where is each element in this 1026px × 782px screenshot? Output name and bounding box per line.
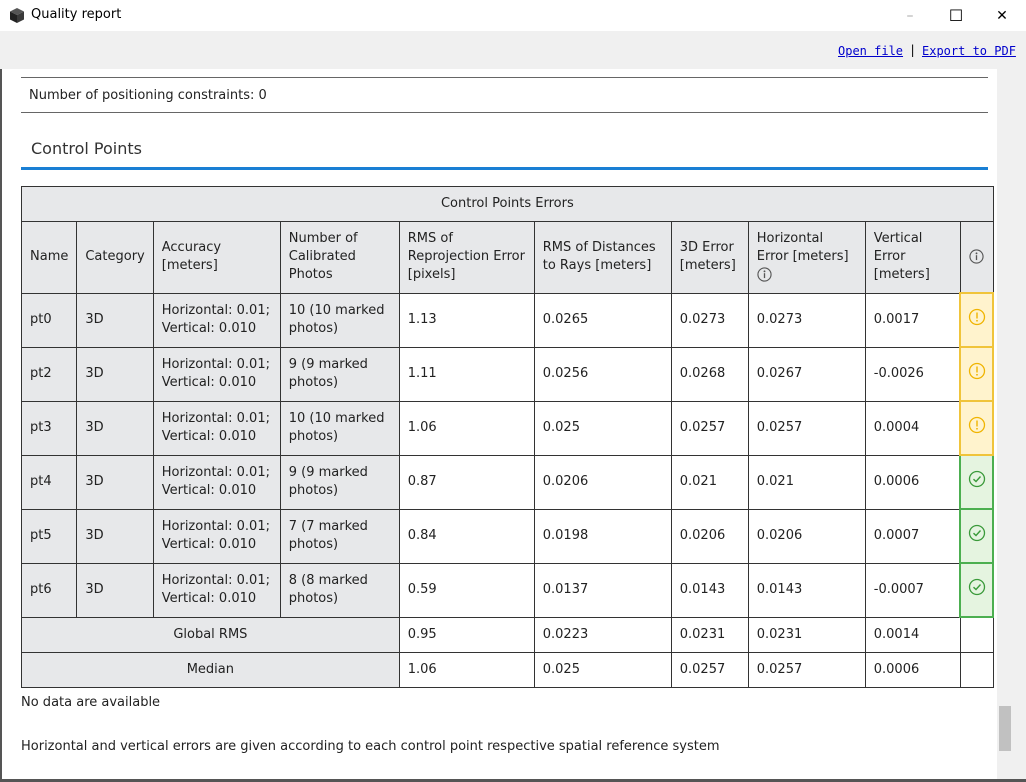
row-category: 3D	[77, 293, 153, 347]
row-photos: 10 (10 marked photos)	[280, 401, 399, 455]
median-3d: 0.0257	[671, 653, 748, 688]
left-border	[0, 69, 2, 782]
header-horizontal-label: Horizontal Error [meters]	[756, 231, 849, 265]
row-accuracy: Horizontal: 0.01; Vertical: 0.010	[153, 293, 280, 347]
link-separator: |	[909, 43, 917, 57]
row-3d-error: 0.0268	[671, 347, 748, 401]
right-panel	[1014, 69, 1026, 782]
warning-icon	[968, 369, 986, 384]
row-category: 3D	[77, 563, 153, 617]
row-vertical-error: -0.0007	[865, 563, 960, 617]
table-caption: Control Points Errors	[22, 187, 994, 222]
row-3d-error: 0.0273	[671, 293, 748, 347]
global-rms-vertical: 0.0014	[865, 617, 960, 653]
scrollbar-thumb[interactable]	[999, 706, 1011, 751]
header-horizontal-error	[748, 222, 865, 294]
row-category: 3D	[77, 401, 153, 455]
row-accuracy: Horizontal: 0.01; Vertical: 0.010	[153, 455, 280, 509]
row-name: pt4	[22, 455, 77, 509]
row-rms-rays: 0.025	[534, 401, 671, 455]
check-circle-icon	[968, 585, 986, 600]
section-title: Control Points	[31, 139, 142, 158]
global-rms-status	[960, 617, 993, 653]
row-rms-reprojection: 0.84	[399, 509, 534, 563]
check-circle-icon	[968, 531, 986, 546]
ok-status-cell	[960, 455, 993, 509]
row-rms-reprojection: 1.13	[399, 293, 534, 347]
app-cube-icon	[10, 8, 24, 23]
global-rms-horizontal: 0.0231	[748, 617, 865, 653]
header-3d-error: 3D Error [meters]	[671, 222, 748, 294]
no-data-text: No data are available	[21, 695, 161, 710]
row-horizontal-error: 0.0267	[748, 347, 865, 401]
ok-status-cell	[960, 563, 993, 617]
row-horizontal-error: 0.0257	[748, 401, 865, 455]
row-accuracy: Horizontal: 0.01; Vertical: 0.010	[153, 347, 280, 401]
row-horizontal-error: 0.0273	[748, 293, 865, 347]
row-accuracy: Horizontal: 0.01; Vertical: 0.010	[153, 401, 280, 455]
constraints-text: Number of positioning constraints: 0	[29, 88, 267, 103]
footnote: Horizontal and vertical errors are given according to each control point respective spatial reference system	[21, 739, 720, 754]
row-3d-error: 0.0143	[671, 563, 748, 617]
table-row	[22, 293, 994, 347]
header-status	[960, 222, 993, 294]
header-rms-rays: RMS of Distances to Rays [meters]	[534, 222, 671, 294]
warning-icon	[968, 423, 986, 438]
section-underline	[21, 167, 988, 170]
row-photos: 9 (9 marked photos)	[280, 455, 399, 509]
row-rms-rays: 0.0198	[534, 509, 671, 563]
row-photos: 10 (10 marked photos)	[280, 293, 399, 347]
header-category: Category	[77, 222, 153, 294]
close-button[interactable]: ✕	[996, 7, 1008, 24]
header-rms-reprojection: RMS of Reprojection Error [pixels]	[399, 222, 534, 294]
row-vertical-error: 0.0004	[865, 401, 960, 455]
scrollbar-track[interactable]	[997, 69, 1014, 782]
minimize-button[interactable]: –	[906, 7, 914, 24]
divider	[21, 112, 988, 113]
table-row	[22, 509, 994, 563]
median-rays: 0.025	[534, 653, 671, 688]
row-rms-reprojection: 1.11	[399, 347, 534, 401]
row-rms-rays: 0.0206	[534, 455, 671, 509]
row-name: pt0	[22, 293, 77, 347]
warning-status-cell	[960, 293, 993, 347]
row-3d-error: 0.0206	[671, 509, 748, 563]
row-3d-error: 0.021	[671, 455, 748, 509]
global-rms-3d: 0.0231	[671, 617, 748, 653]
row-accuracy: Horizontal: 0.01; Vertical: 0.010	[153, 563, 280, 617]
table-row	[22, 455, 994, 509]
window-title: Quality report	[31, 7, 122, 22]
row-rms-reprojection: 0.87	[399, 455, 534, 509]
header-vertical-error: Vertical Error [meters]	[865, 222, 960, 294]
row-vertical-error: 0.0017	[865, 293, 960, 347]
row-vertical-error: 0.0006	[865, 455, 960, 509]
median-reprojection: 1.06	[399, 653, 534, 688]
export-pdf-link[interactable]: Export to PDF	[922, 44, 1016, 58]
warning-status-cell	[960, 347, 993, 401]
row-photos: 9 (9 marked photos)	[280, 347, 399, 401]
global-rms-reprojection: 0.95	[399, 617, 534, 653]
table-row	[22, 563, 994, 617]
row-photos: 7 (7 marked photos)	[280, 509, 399, 563]
row-category: 3D	[77, 347, 153, 401]
row-rms-rays: 0.0137	[534, 563, 671, 617]
median-horizontal: 0.0257	[748, 653, 865, 688]
table-row	[22, 401, 994, 455]
row-name: pt5	[22, 509, 77, 563]
check-circle-icon	[968, 477, 986, 492]
title-bar	[0, 0, 1026, 31]
row-rms-reprojection: 0.59	[399, 563, 534, 617]
median-status	[960, 653, 993, 688]
row-accuracy: Horizontal: 0.01; Vertical: 0.010	[153, 509, 280, 563]
control-points-table	[21, 186, 994, 688]
row-3d-error: 0.0257	[671, 401, 748, 455]
median-label: Median	[22, 653, 400, 688]
table-row	[22, 347, 994, 401]
ok-status-cell	[960, 509, 993, 563]
row-category: 3D	[77, 509, 153, 563]
row-category: 3D	[77, 455, 153, 509]
row-photos: 8 (8 marked photos)	[280, 563, 399, 617]
open-file-link[interactable]: Open file	[838, 44, 904, 58]
row-name: pt2	[22, 347, 77, 401]
median-vertical: 0.0006	[865, 653, 960, 688]
header-accuracy: Accuracy [meters]	[153, 222, 280, 294]
row-rms-rays: 0.0265	[534, 293, 671, 347]
info-icon[interactable]	[969, 249, 984, 264]
header-photos: Number of Calibrated Photos	[280, 222, 399, 294]
info-icon[interactable]	[757, 267, 772, 282]
row-name: pt3	[22, 401, 77, 455]
divider	[21, 77, 988, 78]
warning-status-cell	[960, 401, 993, 455]
row-name: pt6	[22, 563, 77, 617]
global-rms-rays: 0.0223	[534, 617, 671, 653]
row-vertical-error: -0.0026	[865, 347, 960, 401]
row-horizontal-error: 0.0143	[748, 563, 865, 617]
row-horizontal-error: 0.0206	[748, 509, 865, 563]
global-rms-label: Global RMS	[22, 617, 400, 653]
maximize-button[interactable]: ☐	[948, 6, 964, 25]
header-name: Name	[22, 222, 77, 294]
row-rms-reprojection: 1.06	[399, 401, 534, 455]
row-rms-rays: 0.0256	[534, 347, 671, 401]
warning-icon	[968, 315, 986, 330]
row-vertical-error: 0.0007	[865, 509, 960, 563]
row-horizontal-error: 0.021	[748, 455, 865, 509]
